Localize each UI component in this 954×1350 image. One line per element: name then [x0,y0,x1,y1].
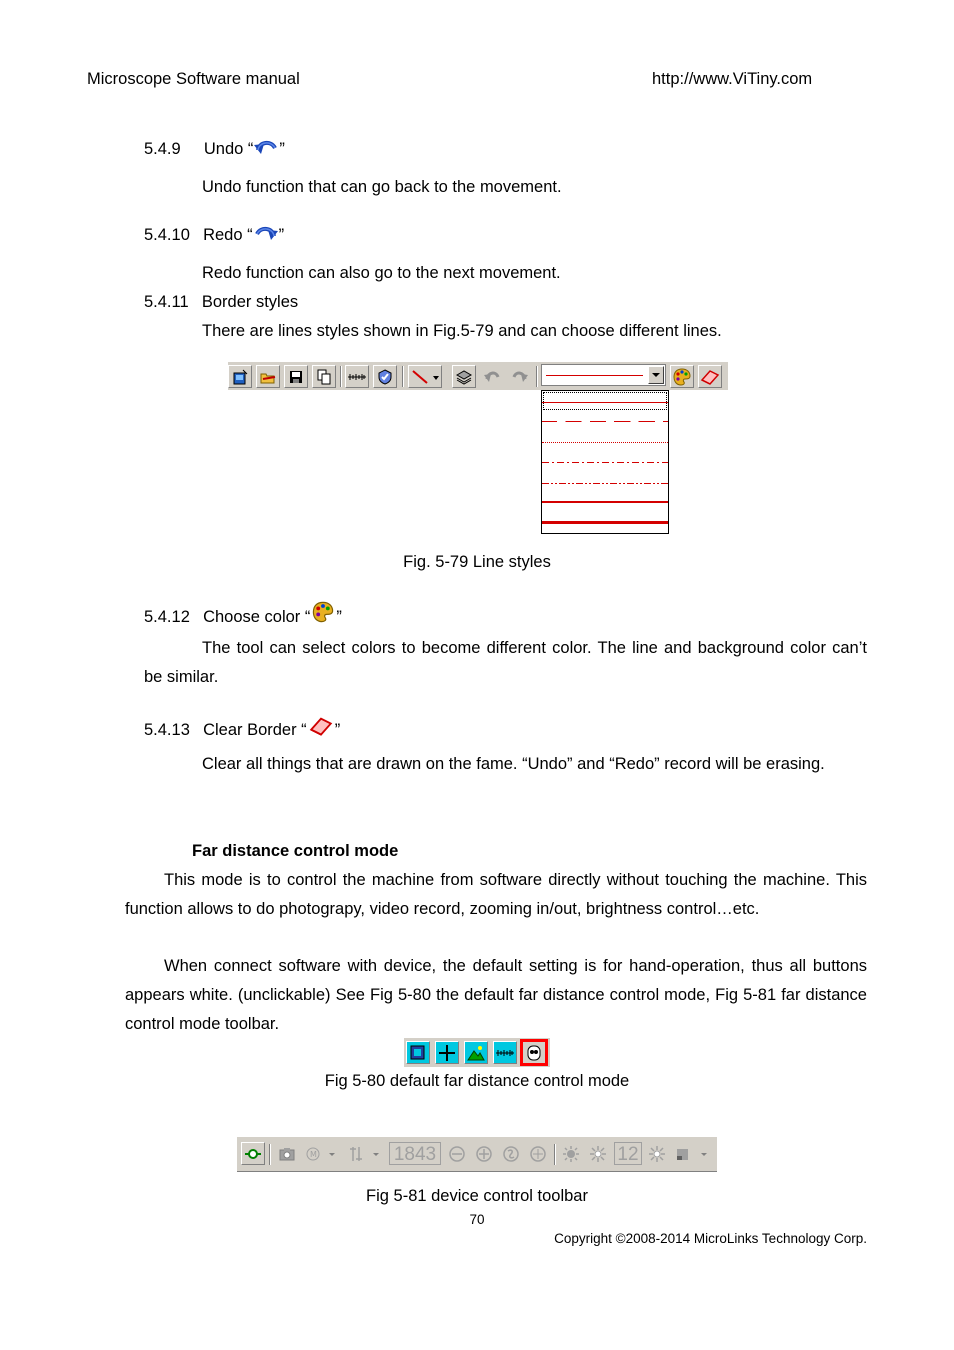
dash-dot-dot-line [542,483,668,484]
section-color-heading [144,600,342,629]
focus-minus-icon [448,1145,466,1163]
far-mode-frame-button[interactable] [406,1041,430,1064]
undo-arrow-icon [253,138,279,161]
remote-hand-icon [525,1044,543,1062]
section-undo-body: Undo function that can go back to the movement. [202,178,562,196]
device-light-dropdown[interactable] [671,1142,713,1165]
section-number: 5.4.10 [144,226,190,244]
line-style-select[interactable] [541,364,666,386]
section-redo-heading [144,224,284,247]
toolbar-separator [554,1144,556,1165]
select-arrow-button[interactable] [648,366,664,384]
section-color-body: The tool can select colors to become different color. The line and background color can’t be similar. [144,639,867,686]
brightness-up-button[interactable] [586,1142,610,1165]
light-level-icon [673,1145,711,1163]
copyright-notice: Copyright ©2008-2014 MicroLinks Technology Corp. [554,1231,867,1246]
focus-plus-icon [475,1145,493,1163]
fig81-caption: Fig 5-81 device control toolbar [366,1187,588,1205]
brightness-reset-button[interactable] [645,1142,669,1165]
dash-line [542,421,668,422]
line-option-thick[interactable] [542,511,668,531]
section-border-body: There are lines styles shown in Fig.5-79 and can choose different lines. [202,322,722,340]
measure-ruler-button[interactable] [345,365,369,388]
calibration-button[interactable] [373,365,397,388]
section-title-suffix: ” [278,226,285,244]
line-style-dropdown-list [541,390,669,534]
line-option-solid[interactable] [542,391,668,411]
redo-disabled-icon [511,368,529,386]
drawing-toolbar [228,362,728,390]
sun-dim-icon [562,1145,580,1163]
fig80-caption: Fig 5-80 default far distance control mode [324,1072,630,1090]
svg-text:M: M [310,1149,317,1159]
crosshair-icon [438,1044,456,1062]
redo-arrow-icon [253,224,279,247]
focus-step-icon [529,1145,547,1163]
far-mode-ruler-button[interactable] [493,1041,517,1064]
fig79-caption: Fig. 5-79 Line styles [403,553,551,571]
toolbar-separator [402,366,404,387]
section-number: 5.4.13 [144,721,190,739]
landscape-image-icon [467,1044,485,1062]
stack-layers-icon [455,368,473,386]
medium-line [542,501,668,503]
undo-disabled-icon [483,368,501,386]
focus-auto-icon [502,1145,520,1163]
new-file-icon [231,368,249,386]
toolbar-separator [269,1144,271,1165]
device-zoom-dropdown[interactable] [345,1142,385,1165]
focus-step-button[interactable] [526,1142,550,1165]
save-button[interactable] [284,365,308,388]
section-border-heading [144,293,298,312]
toolbar-separator [536,366,538,387]
eraser-icon [307,715,335,742]
line-option-dash-dot[interactable] [542,452,668,472]
ruler-icon [347,368,367,386]
device-connect-button[interactable] [241,1142,265,1165]
section-title: Choose color “ [203,608,311,626]
palette-icon [310,600,336,629]
device-control-toolbar [237,1136,717,1172]
line-option-dot[interactable] [542,432,668,452]
zoom-value-field[interactable]: 1843 [389,1142,441,1165]
device-mode-dropdown[interactable] [301,1142,341,1165]
section-redo-body: Redo function can also go to the next movement. [202,264,561,282]
section-title: Redo “ [203,226,253,244]
header-left: Microscope Software manual [87,70,300,88]
floppy-disk-icon [287,368,305,386]
copy-pages-icon [315,368,333,386]
frame-square-icon [409,1044,427,1062]
line-option-medium[interactable] [542,491,668,511]
line-option-dash-dot-dot[interactable] [542,473,668,493]
zoom-out-button[interactable] [445,1142,469,1165]
section-title-suffix: ” [336,608,342,626]
section-number: 5.4.12 [144,608,190,626]
clear-border-button[interactable] [698,365,722,388]
shield-check-icon [376,368,394,386]
device-capture-button[interactable] [275,1142,299,1165]
toolbar-separator [340,366,342,387]
copy-button[interactable] [312,365,336,388]
section-undo-heading [144,138,285,161]
new-file-button[interactable] [228,365,252,388]
thick-line [542,521,668,524]
header-url-link[interactable]: http://www.ViTiny.com [652,70,813,88]
section-title: Undo “ [203,140,254,158]
far-mode-paragraph-2: When connect software with device, the default setting is for hand-operation, thus all buttons appears white. (unclickable) See Fig 5-80 the default far distance control mode, Fig 5-81 far distance control mode toolbar. [125,957,867,1033]
sun-bright-icon [589,1145,607,1163]
section-number: 5.4.11 [144,293,189,311]
connect-plug-icon [244,1145,262,1163]
selected-line-style [546,375,643,376]
far-mode-paragraph-1: This mode is to control the machine from software directly without touching the machine. This function allows to do photograpy, video record, zooming in/out, brightness control…etc. [125,871,867,918]
brightness-value-field[interactable]: 12 [614,1142,642,1165]
brightness-down-button[interactable] [559,1142,583,1165]
section-clear-body: Clear all things that are drawn on the fame. “Undo” and “Redo” record will be erasing. [202,755,825,773]
sun-reset-icon [648,1145,666,1163]
layer-button[interactable] [452,365,476,388]
far-mode-image-button[interactable] [464,1041,488,1064]
auto-focus-button[interactable] [499,1142,523,1165]
page-number: 70 [469,1212,485,1227]
toolbar-undo-button[interactable] [480,365,504,388]
section-title-suffix: ” [279,140,285,158]
section-number: 5.4.9 [144,140,181,158]
far-mode-heading: Far distance control mode [192,842,399,860]
dash-dot-line [542,462,668,463]
zoom-arrows-icon [347,1145,383,1163]
section-clear-heading [144,715,340,742]
palette-icon [672,367,692,387]
ruler-icon [495,1044,515,1062]
eraser-icon [700,368,720,386]
open-folder-icon [259,368,277,386]
far-mode-crosshair-button[interactable] [435,1041,459,1064]
toolbar-redo-button[interactable] [508,365,532,388]
camera-icon [278,1145,296,1163]
section-title: Border styles [201,293,299,311]
draw-line-dropdown-button[interactable] [408,365,442,388]
line-tool-icon [410,368,440,386]
far-mode-toolbar [404,1038,550,1067]
dot-line [542,442,668,443]
line-option-dash[interactable] [542,411,668,431]
open-folder-button[interactable] [256,365,280,388]
mode-dial-icon [303,1145,339,1163]
section-title: Clear Border “ [203,721,307,739]
far-mode-remote-control-button[interactable] [520,1039,548,1066]
chevron-down-icon [649,367,663,383]
choose-color-button[interactable] [670,365,694,388]
solid-line [542,402,668,403]
zoom-in-button[interactable] [472,1142,496,1165]
section-title-suffix: ” [334,721,341,739]
